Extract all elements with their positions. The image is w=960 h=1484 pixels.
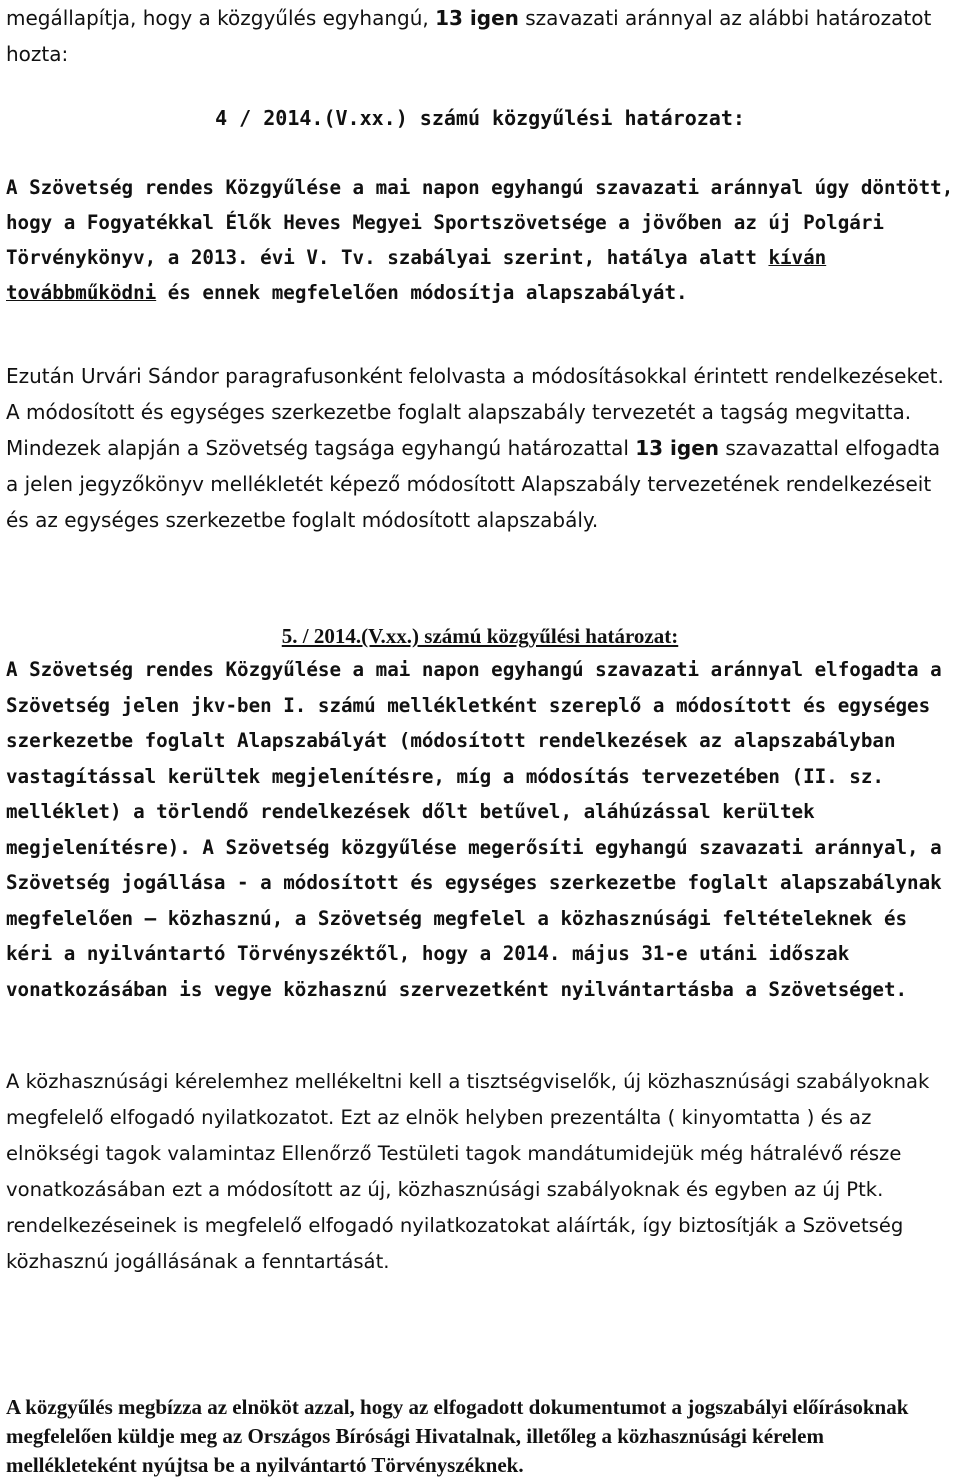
intro-text-a: megállapítja, hogy a közgyűlés egyhangú, [6,6,429,30]
resolution-4-text-b: és ennek megfelelően módosítja alapszabályát. [167,281,688,304]
paragraph-2 [6,358,956,538]
resolution-4-title: 4 / 2014.(V.xx.) számú közgyűlési határozat: [215,106,745,130]
paragraph-2-votes: 13 igen [635,436,720,460]
resolution-5-body: A Szövetség rendes Közgyűlése a mai napon egyhangú szavazati aránnyal elfogadta a Szövetség jelen jkv-ben I. számú mellékletként szereplő a módosított és egységes szerkezetbe foglalt Alapszabályát (módosított rendelkezések az alapszabályban vastagítással kerültek megjelenítésre, míg a módosítás tervezetében (II. sz. melléklet) a törlendő rendelkezések dőlt betűvel, aláhúzással kerültek megjelenítésre). A Szövetség közgyűlése megerősíti egyhangú szavazati aránnyal, a Szövetség jogállása - a módosított és egységes szerkezetbe foglalt alapszabálynak megfelelően – közhasznú, a Szövetség megfelel a közhasznúsági feltételeknek és kéri a nyilvántartó Törvényszéktől, hogy a 2014. május 31-e utáni időszak vonatkozásában is vegye közhasznú szervezetként nyilvántartásba a Szövetséget. [6,658,942,1001]
resolution-4-underlined: kíván továbbműködni [6,246,827,304]
intro-paragraph [6,0,954,72]
paragraph-2-text-c: szavazattal elfogadta a jelen jegyzőkönyv mellékletét képező módosított Alapszabály tervezetének rendelkezéseit és az egységes szerkezetbe foglalt módosított alapszabály. [6,436,941,532]
intro-text-c: szavazati aránnyal az alábbi határozatot hozta: [6,6,932,66]
paragraph-2-text-a: Ezután Urvári Sándor paragrafusonként felolvasta a módosításokkal érintett rendelkezéseket. A módosított és egységes szerkezetbe foglalt alapszabály tervezetét a tagság megvitatta. Mindezek alapján a Szövetség tagsága egyhangú határozattal [6,364,944,460]
resolution-4-text-a: A Szövetség rendes Közgyűlése a mai napon egyhangú szavazati aránnyal úgy döntött, hogy a Fogyatékkal Élők Heves Megyei Sportszövetsége a jövőben az új Polgári Törvénykönyv, a 2013. évi V. Tv. szabályai szerint, hatálya alatt [6,176,954,269]
resolution-4-body [6,170,956,310]
resolution-5-title: 5. / 2014.(V.xx.) számú közgyűlési határozat: [281,624,679,648]
paragraph-3: A közhasznúsági kérelemhez mellékeltni kell a tisztségviselők, új közhasznúsági szabályoknak megfelelő elfogadó nyilatkozatot. Ezt az elnök helyben prezentálta ( kinyomtatta ) és az elnökségi tagok valamintaz Ellenőrző Testületi tagok mandátumidejük még hátralévő része vonatkozásában ezt a módosított az új, közhasznúsági szabályoknak és egyben az új Ptk. rendelkezéseinek is megfelelő elfogadó nyilatkozatokat aláírták, így biztosítják a Szövetség közhasznú jogállásának a fenntartását. [6,1070,930,1273]
paragraph-4: A közgyűlés megbízza az elnököt azzal, hogy az elfogadott dokumentumot a jogszabályi előírásoknak megfelelően küldje meg az Országos Bírósági Hivatalnak, illetőleg a közhasznúsági kérelem mellékleteként nyújtsa be a nyilvántartó Törvényszéknek. [6,1395,909,1477]
intro-votes: 13 igen [435,6,519,30]
